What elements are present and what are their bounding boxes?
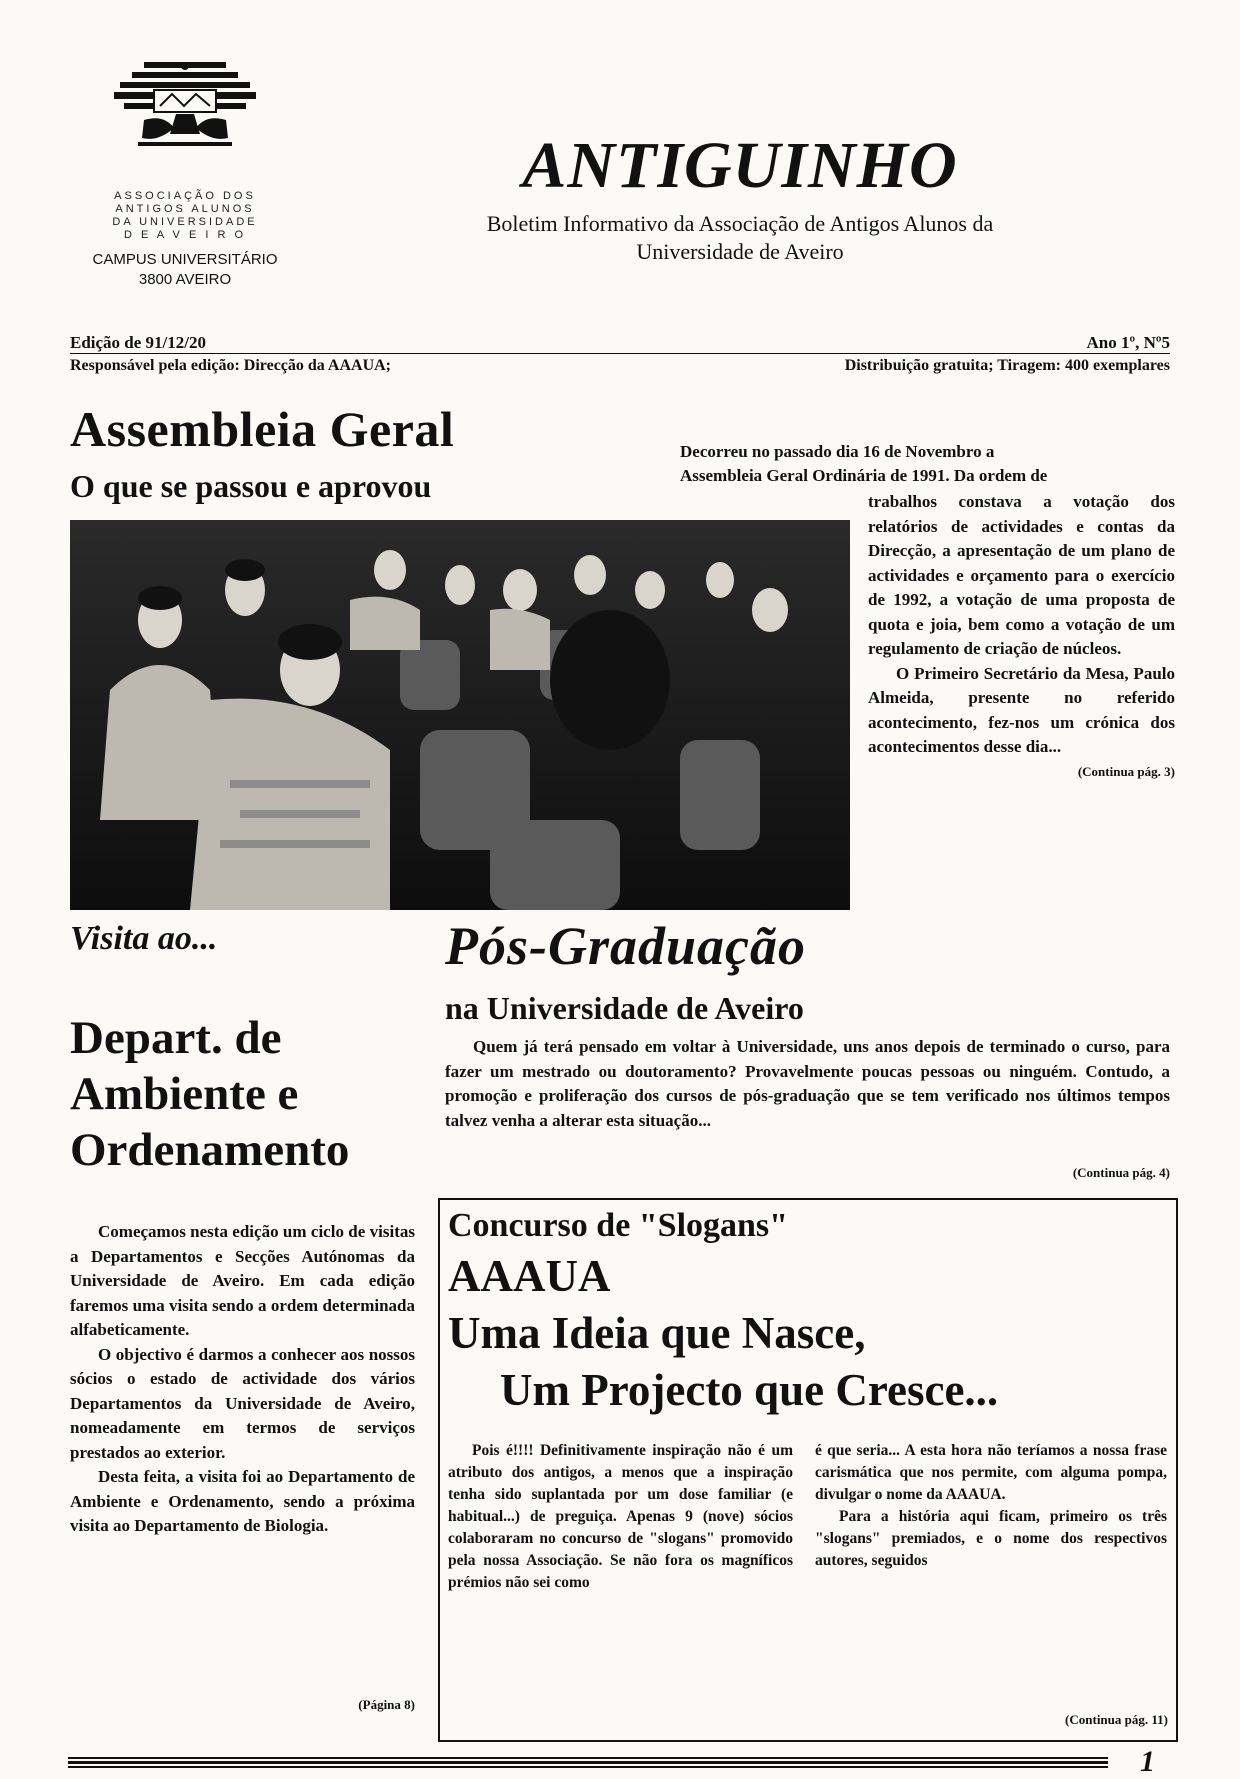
visita-headline-line: Depart. de	[70, 1012, 282, 1064]
page-number: 1	[1140, 1745, 1155, 1778]
assembleia-intro-line: Assembleia Geral Ordinária de 1991. Da ordem de	[680, 466, 1048, 485]
edition-responsible: Responsável pela edição: Direcção da AAAUA;	[70, 357, 392, 374]
posgrad-paragraph: Quem já terá pensado em voltar à Universidade, uns anos depois de terminado o curso, para fazer um mestrado ou doutoramento? Provavelmente poucas pessoas ou ninguém. Contudo, a promoção e proliferação dos cursos de pós-graduação que se tem verificado nos últimos tempos talvez venha a alterar esta situação...	[445, 1037, 1170, 1130]
posgrad-body	[445, 1035, 1170, 1133]
eagle-emblem-icon	[114, 62, 256, 152]
subtitle-line: Boletim Informativo da Associação de Antigos Alunos da	[486, 211, 994, 236]
assembleia-headline: Assembleia Geral	[70, 401, 455, 457]
assembleia-intro	[680, 440, 1175, 488]
concurso-slogan-line: Uma Ideia que Nasce,	[448, 1308, 866, 1358]
assembleia-continue-link[interactable]: (Continua pág. 3)	[1077, 763, 1175, 779]
posgrad-subheadline: na Universidade de Aveiro	[445, 990, 804, 1026]
newsletter-subtitle	[400, 210, 1080, 266]
concurso-slogan-line: Um Projecto que Cresce...	[500, 1365, 999, 1415]
footer-rule	[68, 1757, 1108, 1771]
edition-divider	[70, 353, 1170, 354]
concurso-paragraph: Pois é!!!! Definitivamente inspiração não é um atributo dos antigos, a menos que a inspiração tenha sido suplantada por um dose familiar (e habitual...) de preguiça. Apenas 9 (nove) sócios colaboraram no concurso de "slogans" promovido pela nossa Associação. Se não fora os magníficos prémios não sei como	[448, 1442, 793, 1591]
edition-date: Edição de 91/12/20	[70, 333, 207, 352]
logo-text-line: ANTIGOS ALUNOS	[115, 203, 255, 215]
logo-text-line: D E A V E I R O	[123, 229, 247, 241]
visita-kicker: Visita ao...	[70, 920, 218, 957]
assembleia-body	[868, 490, 1175, 784]
logo-text-line: DA UNIVERSIDADE	[112, 216, 258, 228]
newsletter-title: ANTIGUINHO	[522, 129, 958, 202]
concurso-paragraph: Para a história aqui ficam, primeiro os três "slogans" premiados, e o nome dos respectivos autores, seguidos	[815, 1508, 1167, 1569]
subtitle-line: Universidade de Aveiro	[636, 239, 844, 264]
concurso-acronym: AAAUA	[448, 1251, 611, 1301]
visita-body	[70, 1220, 415, 1539]
campus-city-line: 3800 AVEIRO	[138, 271, 232, 288]
concurso-continue-link[interactable]: (Continua pág. 11)	[1065, 1712, 1168, 1727]
edition-issue: Ano 1º, Nº5	[1086, 333, 1170, 352]
audience-photo-illustration	[70, 520, 850, 910]
association-logo	[80, 62, 290, 288]
edition-distribution: Distribuição gratuita; Tiragem: 400 exemplares	[844, 357, 1170, 374]
visita-paragraph: O objectivo é darmos a conhecer aos nossos sócios o estado de actividade dos vários Departamentos da Universidade de Aveiro, nomeadamente em termos de serviços prestados ao exterior.	[70, 1344, 415, 1462]
visita-headline-line: Ambiente e	[70, 1068, 299, 1120]
visita-page-link[interactable]: (Página 8)	[358, 1697, 415, 1712]
concurso-right-column	[815, 1440, 1167, 1572]
visita-paragraph: Começamos nesta edição um ciclo de visitas a Departamentos e Secções Autónomas da Universidade de Aveiro. Em cada edição faremos uma visita sendo a ordem determinada alfabeticamente.	[70, 1222, 415, 1339]
concurso-left-column	[448, 1440, 793, 1594]
visita-paragraph: Desta feita, a visita foi ao Departamento de Ambiente e Ordenamento, sendo a próxima visita ao Departamento de Biologia.	[70, 1467, 415, 1535]
posgrad-headline: Pós-Graduação	[445, 916, 806, 976]
posgrad-continue-link[interactable]: (Continua pág. 4)	[1072, 1165, 1170, 1180]
campus-line: CAMPUS UNIVERSITÁRIO	[92, 251, 278, 268]
concurso-paragraph: é que seria... A esta hora não teríamos a nossa frase carismática que nos permite, com alguma pompa, divulgar o nome da AAAUA.	[815, 1442, 1167, 1503]
assembleia-paragraph: trabalhos constava a votação dos relatórios de actividades e contas da Direcção, a apresentação de um plano de actividades e orçamento para o exercício de 1992, a votação de uma proposta de quota e joia, bem como a votação de um regulamento de criação de núcleos.	[868, 492, 1175, 658]
assembleia-paragraph: O Primeiro Secretário da Mesa, Paulo Almeida, presente no referido acontecimento, fez-nos um crónica dos acontecimentos desse dia...	[868, 663, 1175, 756]
assembleia-intro-line: Decorreu no passado dia 16 de Novembro a	[680, 442, 995, 461]
visita-headline	[70, 1010, 430, 1178]
visita-headline-line: Ordenamento	[70, 1124, 350, 1176]
assembly-photo	[70, 520, 850, 910]
assembleia-subheadline: O que se passou e aprovou	[70, 468, 432, 504]
logo-text-line: ASSOCIAÇÃO DOS	[114, 190, 256, 202]
concurso-kicker: Concurso de "Slogans"	[448, 1207, 789, 1244]
